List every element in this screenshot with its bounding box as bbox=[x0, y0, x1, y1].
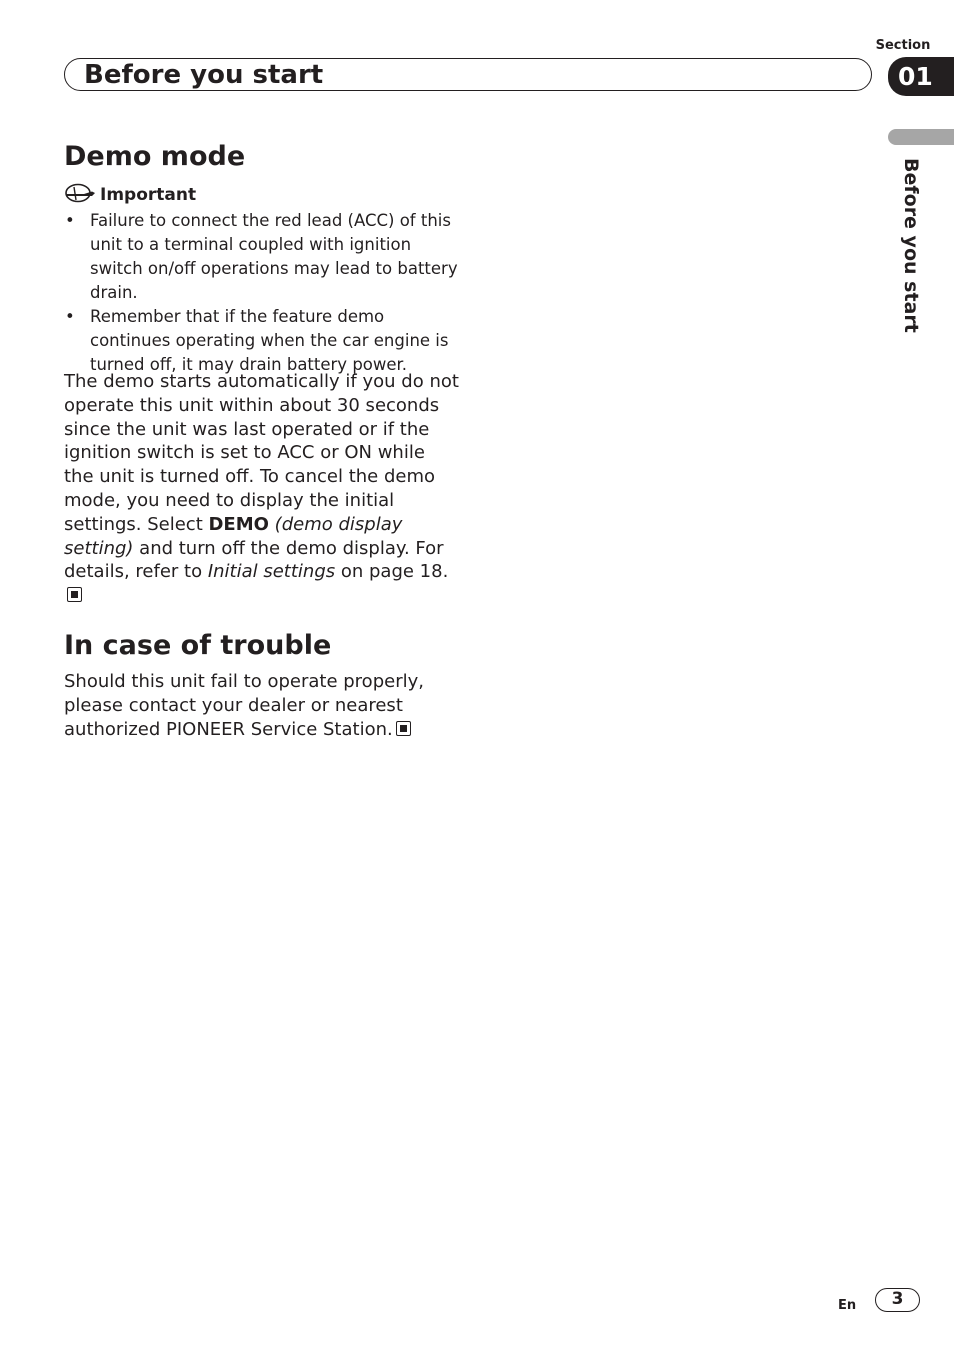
end-of-section-icon bbox=[67, 587, 82, 602]
demo-text-2: and turn off the demo display. For details, refer to bbox=[64, 537, 444, 583]
side-section-label: Before you start bbox=[900, 158, 922, 333]
bullet: • bbox=[65, 211, 75, 230]
trouble-heading: In case of trouble bbox=[64, 630, 332, 661]
demo-text-3: on page 18. bbox=[335, 561, 449, 583]
important-note-header bbox=[64, 184, 196, 206]
end-of-section-icon bbox=[396, 721, 411, 736]
list-item bbox=[64, 305, 459, 377]
demo-setting-name: DEMO bbox=[208, 513, 269, 535]
bullet: • bbox=[65, 307, 75, 326]
page-number: 3 bbox=[875, 1288, 920, 1312]
caution-pen-icon bbox=[64, 183, 96, 207]
demo-setting-description: (demo display setting) bbox=[64, 513, 403, 559]
demo-mode-heading: Demo mode bbox=[64, 141, 246, 172]
trouble-text: Should this unit fail to operate properly, please contact your dealer or nearest authorized PIONEER Service Station. bbox=[64, 671, 424, 740]
list-item bbox=[64, 209, 459, 305]
page-header-title: Before you start bbox=[84, 60, 324, 90]
section-number-tab: 01 bbox=[888, 57, 954, 96]
section-label: Section bbox=[875, 38, 931, 53]
demo-text-1: The demo starts automatically if you do not operate this unit within about 30 seconds since the unit was last operated or if the ignition switch is set to ACC or ON while the unit is turned off. To cancel the demo mode, you need to display the initial settings. Select bbox=[64, 371, 459, 535]
list-item-text: Failure to connect the red lead (ACC) of this unit to a terminal coupled with ignition switch on/off operations may lead to battery drain. bbox=[90, 211, 458, 302]
important-list bbox=[64, 209, 459, 377]
trouble-paragraph bbox=[64, 670, 459, 741]
initial-settings-reference: Initial settings bbox=[207, 561, 336, 583]
side-tab-bar bbox=[888, 129, 954, 145]
demo-mode-paragraph bbox=[64, 370, 459, 608]
important-label: Important bbox=[100, 185, 197, 205]
language-label: En bbox=[838, 1298, 857, 1313]
list-item-text: Remember that if the feature demo continues operating when the car engine is turned off, it may drain battery power. bbox=[90, 307, 449, 374]
